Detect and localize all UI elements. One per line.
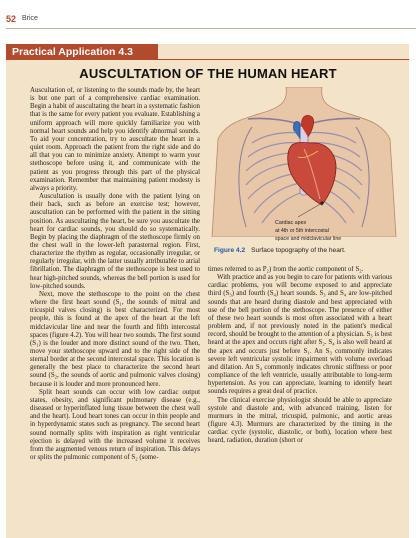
page-header	[0, 14, 416, 28]
paragraph: The clinical exercise physiologist should be able to appreciate systole and diastole and, with advanced training, listen for murmurs in the mitral, tricuspid, pulmonic, and aortic areas (figure 4.3). Murmurs are characterized by the timing in the cardiac cycle (systolic, diastolic, or both), location where best heard, radiation, duration (short or	[208, 396, 392, 445]
header-divider	[6, 28, 416, 29]
figure-caption	[214, 247, 346, 254]
paragraph: Auscultation is usually done with the patient lying on their back, such as before an exercise test; however, auscultation can be performed with the patient in the sitting position. As auscultating the heart, be sure you auscultate the heart for cardiac sounds, you should do so systematically. Begin by placing the diaphragm of the stethoscope firmly on the chest wall in the lower-left parasternal region. First, characterize the rhythm as regular, occasionally irregular, or regularly irregular, with the latter usually attributable to atrial fibrillation. The diaphragm of the stethoscope is best used to hear high-pitched sounds, whereas the bell portion is used for low-pitched sounds.	[30, 193, 200, 290]
figure-callout-line: space and midclavicular line	[275, 236, 342, 242]
figure-caption-text: Surface topography of the heart.	[251, 247, 346, 254]
box-tab-label: Practical Application 4.3	[12, 46, 133, 58]
heart-topography-illustration	[208, 87, 400, 237]
figure-callout-line: Cardiac apex	[275, 220, 307, 226]
page-number: 52	[6, 14, 17, 24]
running-head-author: Brice	[22, 15, 38, 22]
box-tab	[6, 44, 158, 60]
box-title: AUSCULTATION OF THE HUMAN HEART	[79, 66, 337, 81]
figure-callout-line: at 4th or 5th intercostal	[275, 228, 329, 234]
paragraph: With practice and as you begin to care for patients with various cardiac problems, you will become exposed to and appreciate third (S₃) and fourth (S₄) heart sounds. S₃ and S₄ are low-pitched sounds that are heard during diastole and best appreciated with use of the bell portion of the stethoscope. The presence of either of these two heart sounds is most often associated with a heart problem and, if not previously noted in the patient's medical record, should be brought to the attention of a physician. S₃ is best heard at the apex and occurs right after S₂. S₄ is also well heard at the apex and occurs just before S₁. An S₃ commonly indicates severe left ventricular systolic impairment with volume overload and dilation. An S₄ commonly indicates chronic stiffness or poor compliance of the left ventricle, usually attributable to long-term hypertension. As you can appreciate, learning to identify heart sounds requires a great deal of practice.	[208, 274, 392, 396]
right-column	[208, 266, 392, 538]
left-column	[30, 87, 200, 538]
box-tab-rule	[158, 59, 409, 60]
paragraph: Split heart sounds can occur with low cardiac output states, obesity, and significant pulmonary disease (e.g., diseased or hyperinflated lung tissue between the chest wall and the heart). Loud heart tones can occur in thin people and in hyperdynamic states such as pregnancy. The second heart sound normally splits with inspiration as right ventricular ejection is delayed with the increased volume it receives from the augmented venous return of inspiration. This delays or splits the pulmonic component of S₂ (some-	[30, 388, 200, 462]
figure-label: Figure 4.2	[214, 247, 246, 254]
paragraph: Next, move the stethoscope to the point on the chest where the first heart sound (S₁, the sounds of mitral and tricuspid valves closing) is best characterized. For most people, this is found at the apex of the heart at the left midclavicular line and near the fourth and fifth intercostal spaces (figure 4.2). You will hear two sounds. The first sound (S₁) is the louder and more distinct sound of the two. Then, move your stethoscope upward and to the right side of the sternal border at the second intercostal space. This location is generally the best place to characterize the second heart sound (S₂, the sounds of aortic and pulmonic valves closing) because it is louder and more pronounced here.	[30, 290, 200, 388]
paragraph: times referred to as P₂) from the aortic component of S₂.	[208, 266, 364, 273]
paragraph: Auscultation of, or listening to the sounds made by, the heart is but one part of a comprehensive cardiac examination. Begin a habit of auscultating the heart in a systematic fashion that is the same for every patient you evaluate. Establishing a uniform approach will more quickly familiarize you with normal heart sounds and help you identify abnormal sounds. To aid your concentration, try to auscultate the heart in a quiet room. Approach the patient from the right side and do all that you can to minimize anxiety. Attempt to warm your stethoscope before using it, and communicate with the patient as you progress through this part of the physical examination. Remember that maintaining patient modesty is always a priority.	[30, 87, 200, 192]
